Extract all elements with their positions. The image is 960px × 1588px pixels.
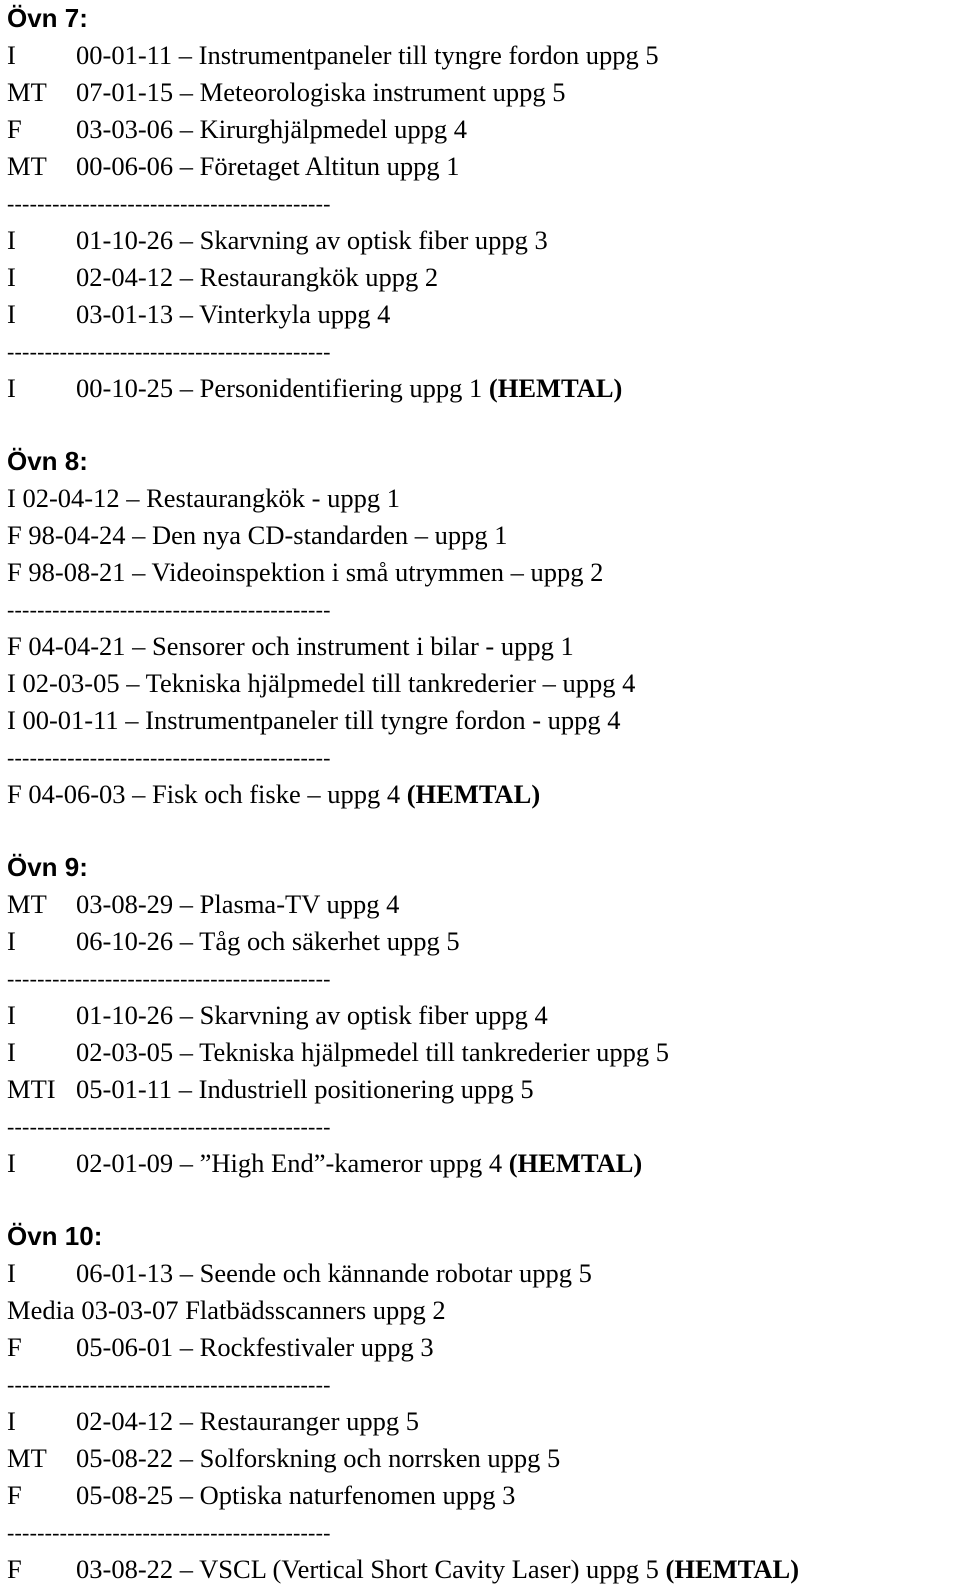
assignment-text: I 00-01-11 – Instrumentpaneler till tyngre fordon - uppg 4 [7,705,621,735]
separator-line: ------------------------------------------- [7,1372,331,1397]
assignment-line [7,1440,957,1477]
assignment-text: 05-06-01 – Rockfestivaler uppg 3 [76,1332,434,1362]
separator-line: ------------------------------------------- [7,1520,331,1545]
section-gap [7,813,957,849]
assignment-text: 05-01-11 – Industriell positionering uppg 5 [76,1074,534,1104]
assignment-line [7,1477,957,1514]
assignment-line [7,665,957,702]
exercise-section [7,0,957,443]
section-heading: Övn 8: [7,446,88,476]
exercise-list-document [7,0,957,1588]
assignment-line [7,111,957,148]
category-code: I [7,262,16,292]
assignment-text: 07-01-15 – Meteorologiska instrument uppg 5 [76,77,566,107]
assignment-line [7,222,957,259]
exercise-section [7,849,957,1218]
assignment-text: 00-10-25 – Personidentifiering uppg 1 [76,373,483,403]
category-code: I [7,1037,16,1067]
assignment-line [7,148,957,185]
assignment-text: 01-10-26 – Skarvning av optisk fiber uppg 3 [76,225,548,255]
category-code: I [7,40,16,70]
assignment-text: F 04-06-03 – Fisk och fiske – uppg 4 [7,779,401,809]
assignment-text: 02-04-12 – Restauranger uppg 5 [76,1406,419,1436]
assignment-line [7,997,957,1034]
category-code: I [7,299,16,329]
category-code: MT [7,1443,47,1473]
category-code: F [7,1332,22,1362]
assignment-text: 06-01-13 – Seende och kännande robotar uppg 5 [76,1258,592,1288]
section-heading: Övn 9: [7,852,88,882]
separator-line: ------------------------------------------- [7,1114,331,1139]
assignment-text: F 98-08-21 – Videoinspektion i små utrymmen – uppg 2 [7,557,604,587]
assignment-line [7,1145,957,1182]
category-code: I [7,1258,16,1288]
assignment-text: 05-08-25 – Optiska naturfenomen uppg 3 [76,1480,516,1510]
assignment-line [7,37,957,74]
assignment-line [7,554,957,591]
assignment-line [7,259,957,296]
assignment-text: 02-01-09 – ”High End”-kameror uppg 4 [76,1148,503,1178]
assignment-line [7,480,957,517]
separator-line: ------------------------------------------- [7,966,331,991]
assignment-text: F 04-04-21 – Sensorer och instrument i bilar - uppg 1 [7,631,574,661]
assignment-text: 02-03-05 – Tekniska hjälpmedel till tankrederier uppg 5 [76,1037,670,1067]
category-code: I [7,1406,16,1436]
category-code: MT [7,151,47,181]
assignment-line [7,702,957,739]
assignment-line [7,1329,957,1366]
assignment-line [7,1403,957,1440]
assignment-text: 00-01-11 – Instrumentpaneler till tyngre fordon uppg 5 [76,40,659,70]
assignment-line [7,1292,957,1329]
assignment-line [7,1255,957,1292]
category-code: F [7,114,22,144]
assignment-text: F 98-04-24 – Den nya CD-standarden – uppg 1 [7,520,508,550]
separator-line: ------------------------------------------- [7,339,331,364]
category-code: MT [7,77,47,107]
category-code: MT [7,889,47,919]
hemtal-marker: (HEMTAL) [508,1148,643,1178]
assignment-text: 03-01-13 – Vinterkyla uppg 4 [76,299,391,329]
assignment-text: 05-08-22 – Solforskning och norrsken uppg 5 [76,1443,561,1473]
assignment-text: I 02-03-05 – Tekniska hjälpmedel till tankrederier – uppg 4 [7,668,636,698]
assignment-text: 02-04-12 – Restaurangkök uppg 2 [76,262,439,292]
assignment-line [7,1071,957,1108]
exercise-section [7,1218,957,1588]
assignment-line [7,370,957,407]
assignment-line [7,1034,957,1071]
hemtal-marker: (HEMTAL) [488,373,623,403]
separator-line: ------------------------------------------- [7,597,331,622]
separator-line: ------------------------------------------- [7,745,331,770]
assignment-line [7,923,957,960]
hemtal-marker: (HEMTAL) [406,779,541,809]
category-code: I [7,225,16,255]
assignment-line [7,886,957,923]
category-code: I [7,1148,16,1178]
assignment-text: 03-03-06 – Kirurghjälpmedel uppg 4 [76,114,468,144]
assignment-text: 03-08-29 – Plasma-TV uppg 4 [76,889,400,919]
assignment-line [7,628,957,665]
assignment-line [7,517,957,554]
assignment-line [7,296,957,333]
assignment-line [7,1551,957,1588]
category-code: F [7,1480,22,1510]
section-heading: Övn 7: [7,3,88,33]
assignment-text: 01-10-26 – Skarvning av optisk fiber uppg 4 [76,1000,548,1030]
section-gap [7,1182,957,1218]
assignment-text: I 02-04-12 – Restaurangkök - uppg 1 [7,483,401,513]
assignment-text: 03-08-22 – VSCL (Vertical Short Cavity Laser) uppg 5 [76,1554,659,1584]
assignment-text: 06-10-26 – Tåg och säkerhet uppg 5 [76,926,460,956]
category-code: I [7,1000,16,1030]
category-code: F [7,1554,22,1584]
assignment-line [7,776,957,813]
separator-line: ------------------------------------------- [7,191,331,216]
category-code: MTI [7,1074,56,1104]
exercise-section [7,443,957,849]
assignment-text: 00-06-06 – Företaget Altitun uppg 1 [76,151,460,181]
assignment-text: Media 03-03-07 Flatbädsscanners uppg 2 [7,1295,446,1325]
hemtal-marker: (HEMTAL) [665,1554,800,1584]
assignment-line [7,74,957,111]
category-code: I [7,373,16,403]
section-gap [7,407,957,443]
category-code: I [7,926,16,956]
section-heading: Övn 10: [7,1221,103,1251]
